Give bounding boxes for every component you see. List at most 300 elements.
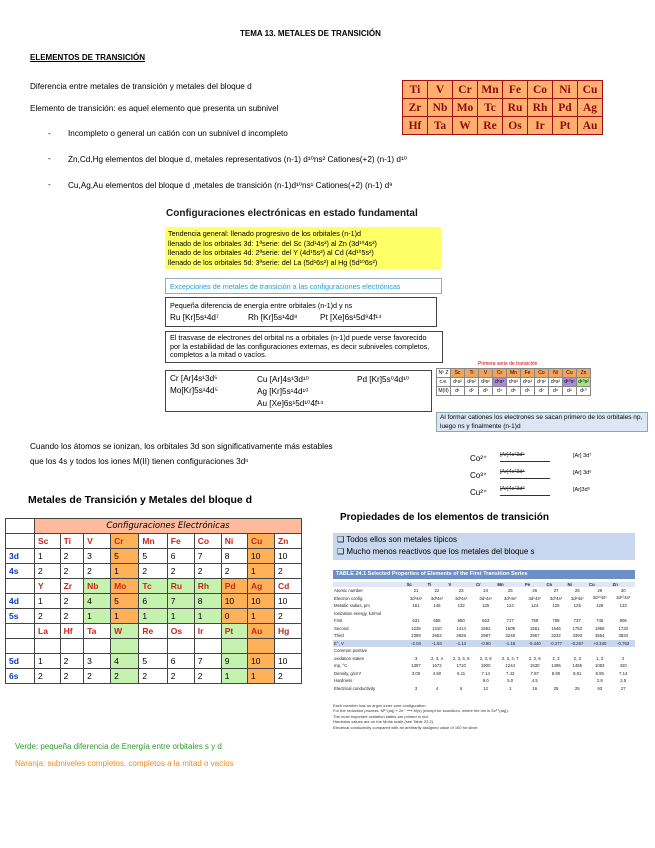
electron-count-cell: 2 — [167, 669, 194, 684]
properties-cell: E°, V — [334, 640, 344, 646]
checkbox-icon: ❑ — [337, 535, 347, 544]
checkbox-icon: ❑ — [337, 547, 347, 556]
fig1-title: Configuraciones electrónicas en estado fundamental — [166, 208, 418, 219]
fig2-title: Metales de Transición y Metales del bloque d — [28, 494, 253, 506]
properties-cell: Third — [334, 633, 344, 639]
electron-count-cell — [60, 639, 84, 654]
mini-cell: d⁹ — [563, 387, 577, 396]
properties-cell: -1.18 — [505, 640, 516, 646]
mini-cell: d¹ — [451, 387, 465, 396]
element-symbol-cell: Mn — [139, 534, 167, 549]
properties-cell: V — [448, 582, 452, 587]
properties-cell: 27 — [620, 685, 626, 691]
properties-cell: Density, g/cm³ — [334, 670, 362, 676]
properties-cell: 24 — [483, 588, 489, 594]
mini-cell: Co — [535, 369, 549, 378]
intro-line-1: Diferencia entre metales de transición y metales del bloque d — [30, 82, 252, 91]
properties-cell: 2, 3, 6 — [528, 655, 541, 661]
electron-count-cell: 10 — [247, 549, 274, 564]
intro-bullet-2: Zn,Cd,Hg elementos del bloque d, metales representativos (n-1) d¹⁰ns² Cationes(+2) (n-1) d¹⁰ — [68, 155, 407, 164]
element-symbol-cell: Nb — [84, 579, 111, 594]
mini-cell: Fe — [521, 369, 535, 378]
electron-count-cell: 10 — [274, 594, 301, 609]
properties-cell: 21 — [413, 588, 419, 594]
electron-count-cell: 1 — [35, 594, 61, 609]
electron-count-cell: 10 — [274, 549, 301, 564]
element-symbol-cell: W — [111, 624, 139, 639]
properties-cell: 650 — [457, 618, 465, 624]
properties-cell: 4 — [435, 685, 439, 691]
element-symbol-cell: Mo — [111, 579, 139, 594]
electron-count-cell — [274, 639, 301, 654]
properties-cell: 133 — [619, 603, 627, 609]
config-au: Au [Xe]6s¹5d¹⁰4f¹⁴ — [257, 399, 324, 408]
config-mo: Mo[Kr]5s¹4d⁵ — [170, 386, 218, 395]
properties-cell: Cu — [589, 582, 595, 587]
properties-cell: 737 — [573, 618, 581, 624]
properties-cell: 9.0 — [482, 678, 489, 684]
properties-cell: 1455 — [572, 663, 583, 669]
properties-cell: 2987 — [480, 633, 491, 639]
element-cell: Ag — [578, 99, 603, 117]
properties-cell: +0.340 — [593, 640, 607, 646]
properties-cell: 3d¹4s² — [409, 595, 423, 601]
electron-count-cell: 2 — [111, 669, 139, 684]
electron-count-cell: 6 — [167, 549, 194, 564]
electron-count-cell: 2 — [139, 564, 167, 579]
mini-cell: d³s² — [479, 378, 493, 387]
properties-cell: 29 — [597, 588, 603, 594]
electron-count-cell: 2 — [167, 564, 194, 579]
properties-cell — [475, 647, 496, 655]
electron-count-cell — [139, 639, 167, 654]
element-cell: Fe — [503, 81, 528, 99]
ionization-line-2: que los 4s y todos los iones M(II) tienen configuraciones 3dⁿ — [30, 457, 249, 466]
electron-count-cell — [221, 639, 247, 654]
properties-cell: 124 — [531, 603, 539, 609]
properties-cell: 6.11 — [457, 670, 466, 676]
properties-cell — [567, 610, 588, 618]
properties-cell — [545, 647, 566, 655]
properties-cell: 125 — [573, 603, 581, 609]
properties-cell: 25 — [574, 685, 580, 691]
element-symbol-cell: Co — [194, 534, 221, 549]
properties-cell: 27 — [553, 588, 559, 594]
electron-count-cell: 10 — [247, 654, 274, 669]
properties-cell: 3.00 — [411, 670, 421, 676]
electron-count-cell: 7 — [194, 549, 221, 564]
mini-cell: d³ — [479, 387, 493, 396]
properties-cell: -0.90 — [480, 640, 491, 646]
element-cell: Ru — [503, 99, 528, 117]
electron-count-cell: 1 — [221, 669, 247, 684]
properties-cell: -0.440 — [528, 640, 541, 646]
electron-count-cell: 2 — [84, 564, 111, 579]
properties-cell: oxidation states — [334, 655, 364, 661]
properties-cell: 1592 — [480, 625, 491, 631]
properties-cell: 2.5 — [620, 678, 627, 684]
page-title: TEMA 13. METALES DE TRANSICIÓN — [240, 29, 381, 38]
row-label: 6s — [6, 669, 35, 684]
electron-count-cell: 1 — [111, 564, 139, 579]
ion-symbol: Co²⁺ — [470, 454, 488, 463]
properties-cell — [406, 677, 427, 685]
properties-cell: 3d⁶4s² — [528, 595, 541, 601]
electron-count-cell: 7 — [194, 654, 221, 669]
electron-count-cell: 10 — [274, 654, 301, 669]
electron-count-cell: 1 — [167, 609, 194, 624]
electron-count-cell: 2 — [35, 564, 61, 579]
properties-cell: 6 — [459, 685, 463, 691]
properties-cell: 1310 — [432, 625, 442, 631]
properties-cell: 7.14 — [481, 670, 490, 676]
properties-cell: 1900 — [480, 663, 491, 669]
mini-cell: d⁴ — [493, 387, 507, 396]
properties-cell: 2.8 — [596, 678, 603, 684]
mini-cell: Cu — [563, 369, 577, 378]
underline — [500, 461, 550, 462]
electron-count-cell: 1 — [111, 609, 139, 624]
mini-cell: Ti — [465, 369, 479, 378]
electron-count-cell: 1 — [35, 654, 61, 669]
electron-count-cell — [111, 639, 139, 654]
properties-cell: 1495 — [551, 663, 561, 669]
electron-count-cell: 3 — [84, 549, 111, 564]
electron-count-cell: 4 — [111, 654, 139, 669]
element-cell: Os — [503, 117, 528, 135]
electron-count-cell — [167, 639, 194, 654]
element-symbol-cell: Pt — [221, 624, 247, 639]
element-cell: V — [428, 81, 453, 99]
mini-table-title: Primera serie de transición — [478, 361, 538, 367]
properties-cell: 128 — [596, 603, 604, 609]
properties-cell: 2957 — [529, 633, 540, 639]
config-cu: Cu [Ar]4s¹3d¹⁰ — [257, 375, 309, 384]
properties-cell: 420 — [619, 663, 627, 669]
properties-cell: Fe — [525, 582, 531, 587]
electron-count-cell: 6 — [139, 594, 167, 609]
intro-bullet-3: Cu,Ag,Au elementos del bloque d ,metales de transición (n-1)d¹⁰ns¹ Cationes(+2) (n-1) d⁹ — [68, 181, 393, 190]
properties-cell: -0.763 — [617, 640, 630, 646]
properties-cell: Common positive — [334, 648, 368, 654]
corner-cell — [6, 519, 35, 534]
tendency-line-3: llenado de los orbitales 4d: 2ªserie: del Y (4d¹5s²) al Cd (4d¹⁰5s²) — [168, 248, 374, 257]
configurations-header: Configuraciones Electrónicas — [35, 519, 302, 534]
electron-count-cell: 6 — [167, 654, 194, 669]
electron-count-cell: 1 — [247, 669, 274, 684]
row-label — [6, 624, 35, 639]
properties-cell: 3393 — [572, 633, 583, 639]
properties-cell: 16 — [532, 685, 538, 691]
mini-cell: Ni — [549, 369, 563, 378]
properties-cell — [588, 610, 611, 618]
properties-cell: 145 — [433, 603, 441, 609]
properties-cell: Atomic number — [334, 588, 363, 594]
properties-cell: -2.03 — [411, 640, 421, 646]
properties-cell: 2389 — [411, 633, 421, 639]
properties-cell: 1 — [509, 685, 512, 691]
underline — [500, 478, 550, 479]
properties-cell: mp, °C — [334, 663, 348, 669]
properties-cell: 1, 2 — [596, 655, 604, 661]
row-label: 3d — [6, 549, 35, 564]
ionization-note: Al formar cationes los electrones se sacan primero de los orbitales np, luego ns y finalmente (n-1)d — [436, 412, 648, 432]
properties-cell: Sc — [406, 582, 412, 587]
element-symbol-cell: Ni — [221, 534, 247, 549]
element-symbol-cell: Fe — [167, 534, 194, 549]
properties-cell: 1753 — [572, 625, 583, 631]
mini-cell: Sc — [451, 369, 465, 378]
element-symbol-cell: Zn — [274, 534, 301, 549]
properties-cell: 653 — [482, 618, 490, 624]
electron-count-cell: 5 — [111, 594, 139, 609]
properties-cell: -1.63 — [432, 640, 442, 646]
mini-cell: d¹⁰s² — [578, 379, 589, 385]
config-pd: Pd [Kr]5s⁰4d¹⁰ — [357, 375, 410, 384]
properties-cell: 906 — [619, 618, 627, 624]
electron-count-cell: 2 — [274, 669, 301, 684]
properties-table — [333, 582, 635, 692]
row-label: 5d — [6, 654, 35, 669]
electron-count-cell: 4 — [84, 594, 111, 609]
element-cell: Nb — [428, 99, 453, 117]
element-cell: Cr — [453, 81, 478, 99]
element-symbol-cell: Re — [139, 624, 167, 639]
properties-cell: 3d⁵4s¹ — [479, 595, 492, 601]
properties-cell: 12 — [483, 685, 489, 691]
properties-cell: 2, 3, 4, 5 — [452, 655, 470, 661]
mini-cell: d⁷s² — [535, 378, 549, 387]
element-symbol-cell: Cr — [111, 534, 139, 549]
properties-cell: 2828 — [456, 633, 466, 639]
properties-cell: 1561 — [529, 625, 540, 631]
properties-cell: 1710 — [456, 663, 466, 669]
element-symbol-cell: Ta — [84, 624, 111, 639]
mini-cell: M(II) — [438, 388, 449, 394]
electron-count-cell: 2 — [139, 669, 167, 684]
properties-cell — [447, 610, 475, 618]
properties-cell: 1397 — [411, 663, 421, 669]
electron-count-cell: 2 — [274, 609, 301, 624]
element-symbol-cell: Pd — [221, 579, 247, 594]
properties-cell — [496, 647, 524, 655]
fig3-title: Propiedades de los elementos de transición — [340, 512, 549, 523]
row-label — [6, 534, 35, 549]
electron-count-cell: 2 — [60, 594, 84, 609]
row-label — [6, 579, 35, 594]
electron-count-cell: 1 — [247, 564, 274, 579]
section-heading: ELEMENTOS DE TRANSICIÓN — [30, 53, 145, 62]
mini-cell: d⁶ — [521, 387, 535, 396]
element-cell: Cu — [578, 81, 603, 99]
note-orange: Naranja: subniveles completos, completos a la mitad o vacíos — [15, 759, 234, 768]
element-symbol-cell: Zr — [60, 579, 84, 594]
properties-cell — [426, 647, 447, 655]
element-cell: Co — [528, 81, 553, 99]
properties-cell: 1646 — [551, 625, 561, 631]
element-cell: Hf — [403, 117, 428, 135]
electron-count-cell: 5 — [139, 654, 167, 669]
properties-cell: Cr — [475, 582, 481, 587]
properties-cell: 132 — [457, 603, 465, 609]
electron-count-cell: 9 — [221, 654, 247, 669]
properties-cell: Electrical conductivity — [334, 685, 376, 691]
element-cell: Rh — [528, 99, 553, 117]
config-pt: Pt [Xe]6s¹5d⁹4f¹⁴ — [320, 313, 382, 322]
properties-cell: Ni — [567, 582, 572, 587]
properties-cell — [524, 610, 545, 618]
mini-cell: V — [479, 369, 493, 378]
properties-cell — [611, 647, 635, 655]
properties-cell: 23 — [458, 588, 464, 594]
electron-count-cell: 10 — [247, 594, 274, 609]
ionization-line-1: Cuando los átomos se ionizan, los orbitales 3d son significativamente más estables — [30, 442, 333, 451]
properties-cell: 2, 3 — [552, 655, 560, 661]
properties-cell: 125 — [552, 603, 560, 609]
properties-cell: 2, 3, 6 — [479, 655, 492, 661]
tendency-line-2: llenado de los orbitales 3d: 1ªserie: del Sc (3d¹4s²) al Zn (3d¹⁰4s²) — [168, 238, 377, 248]
element-symbol-cell: Ag — [247, 579, 274, 594]
electron-count-cell: 2 — [84, 669, 111, 684]
properties-cell: 1672 — [432, 663, 442, 669]
element-cell: Ta — [428, 117, 453, 135]
electron-count-cell: 2 — [35, 609, 61, 624]
properties-cell: 1509 — [505, 625, 515, 631]
electron-count-cell — [247, 639, 274, 654]
properties-cell: -0.257 — [571, 640, 584, 646]
properties-cell: 658 — [433, 618, 441, 624]
properties-cell: 5.0 — [507, 678, 514, 684]
electron-count-cell: 2 — [194, 564, 221, 579]
element-cell: Au — [578, 117, 603, 135]
mini-cell: d¹s² — [451, 378, 465, 387]
config-ru: Ru [Kr]5s¹4d⁷ — [170, 313, 219, 322]
element-symbol-cell: Ru — [167, 579, 194, 594]
element-symbol-cell: Cd — [274, 579, 301, 594]
properties-cell: 30 — [620, 588, 626, 594]
intro-line-2: Elemento de transición: es aquel elemento que presenta un subnivel — [30, 104, 279, 113]
properties-cell: 124 — [506, 603, 514, 609]
first-series-table — [436, 368, 591, 396]
electron-count-cell — [84, 639, 111, 654]
config-rh: Rh [Kr]5s¹4d⁸ — [248, 313, 298, 322]
tendency-line-4: llenado de los orbitales 5d: 3ªserie: del La (5d¹6s²) al Hg (5d¹⁰6s²) — [168, 257, 378, 267]
electron-count-cell: 2 — [60, 654, 84, 669]
properties-cell: 3248 — [505, 633, 515, 639]
configurations-table — [5, 518, 302, 684]
properties-cell: 22 — [434, 588, 440, 594]
electron-count-cell: 5 — [111, 549, 139, 564]
properties-cell: 1530 — [529, 663, 540, 669]
properties-cell: Mn — [497, 582, 504, 587]
properties-cell: Zn — [612, 582, 618, 587]
exceptions-caption: Excepciones de metales de transición a las configuraciones electrónicas — [170, 282, 401, 291]
electron-count-cell — [35, 639, 61, 654]
properties-cell: 3d¹⁰4s² — [616, 595, 631, 601]
properties-cell: 3d²4s² — [430, 595, 444, 601]
config-ag: Ag [Kr]5s¹4d¹⁰ — [257, 387, 309, 396]
properties-cell — [567, 677, 588, 685]
properties-cell — [588, 647, 611, 655]
mini-cell: d²s² — [465, 378, 479, 387]
electron-count-cell: 10 — [221, 594, 247, 609]
properties-cell — [447, 647, 475, 655]
mini-cell: d⁵s¹ — [493, 378, 507, 387]
properties-cell: 3833 — [618, 633, 628, 639]
config-cr: Cr [Ar]4s¹3d⁵ — [170, 374, 218, 383]
properties-cell: 717 — [506, 618, 514, 624]
electron-count-cell: 1 — [247, 609, 274, 624]
electron-count-cell: 8 — [221, 549, 247, 564]
properties-cell — [406, 647, 427, 655]
footnote: For the reduction process: M²⁺(aq) + 2e⁻ ⟶ M(s) (except for scandium, where the ion is Sc³⁺(aq)). — [333, 708, 509, 714]
properties-cell: Second — [334, 625, 349, 631]
mini-cell: d² — [465, 387, 479, 396]
properties-cell: 25 — [553, 685, 559, 691]
properties-cell: Electron config. — [334, 595, 364, 601]
periodic-block-table — [402, 80, 603, 135]
properties-cell: 25 — [507, 588, 513, 594]
properties-cell — [545, 677, 566, 685]
mini-cell: Nº Z — [437, 369, 451, 378]
electron-count-cell: 2 — [194, 669, 221, 684]
element-cell: Mn — [478, 81, 503, 99]
properties-cell: Ti — [427, 582, 432, 587]
mini-cell: d¹⁰ — [577, 387, 591, 396]
transfer-text: El trasvase de electrones del orbital ns a orbitales (n-1)d puede verse favorecido por la estabilidad de las configuraciones externas, es decir subniveles completos, completos a la mitad o vacíos. — [170, 333, 430, 359]
properties-cell: 3 — [414, 655, 418, 661]
mini-cell: d⁶s² — [521, 378, 535, 387]
element-symbol-cell: Ti — [60, 534, 84, 549]
properties-cell: 93 — [597, 685, 603, 691]
electron-count-cell: 2 — [60, 609, 84, 624]
electron-count-cell: 2 — [221, 564, 247, 579]
properties-cell: 1958 — [594, 625, 605, 631]
property-bullet-2: ❑ Mucho menos reactivos que los metales del bloque s — [337, 547, 535, 556]
properties-cell: 3d¹⁰4s¹ — [592, 595, 607, 601]
struck-config: [Ar]4s¹3d⁸ — [500, 486, 525, 492]
ion-config: [Ar]3d⁹ — [573, 487, 591, 493]
footnote: Hardness values are on the Mohs scale (see Table 22.2). — [333, 719, 435, 725]
properties-cell — [426, 610, 447, 618]
element-cell: Ni — [553, 81, 578, 99]
properties-cell: 2, 3, 4, 7 — [501, 655, 519, 661]
row-label — [6, 639, 35, 654]
struck-config: [Ar]4s²3d⁵ — [500, 452, 525, 458]
properties-cell: 3554 — [594, 633, 605, 639]
bullet-dash: - — [48, 154, 51, 163]
row-label: 4d — [6, 594, 35, 609]
element-symbol-cell: Tc — [139, 579, 167, 594]
element-symbol-cell: Ir — [194, 624, 221, 639]
bullet-dash: - — [48, 180, 51, 189]
footnote: The most important oxidation states are printed in red. — [333, 713, 429, 719]
mini-cell: d⁸ — [549, 387, 563, 396]
properties-cell: 1414 — [456, 625, 466, 631]
mini-cell: Zn — [577, 369, 591, 378]
properties-cell: 3d⁵4s² — [503, 595, 517, 601]
electron-count-cell: 1 — [194, 609, 221, 624]
properties-cell: Ionization energy, kJ/mol — [334, 610, 382, 616]
properties-cell: Metallic radius, pm — [334, 603, 370, 609]
mini-cell: d⁷ — [535, 387, 549, 396]
mini-cell: Cr — [493, 369, 507, 378]
element-symbol-cell: La — [35, 624, 61, 639]
element-cell: Pt — [553, 117, 578, 135]
properties-cell: 8.95 — [595, 670, 604, 676]
ion-symbol: Co³⁺ — [470, 471, 488, 480]
element-symbol-cell: V — [84, 534, 111, 549]
